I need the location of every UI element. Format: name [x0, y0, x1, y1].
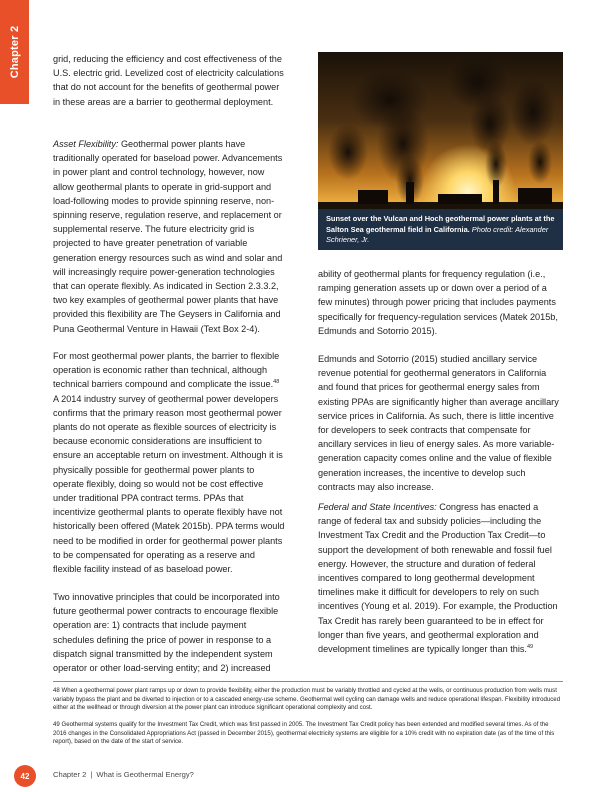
barrier-paragraph [53, 349, 285, 576]
frequency-paragraph: ability of geothermal plants for frequency regulation (i.e., ramping generation assets up or down over a period of a few minutes) through power pricing that includes payments specifically for frequency-regulation services (Matek 2015b, Edmunds and Sotorrio 2015). [318, 269, 558, 336]
asset-flexibility-body: Geothermal power plants have traditionally operated for baseload power. Advancements in power plant and control technology, however, now allow geothermal plants to operate in grid-support and load-following modes to provide spinning reserve, non-spinning reserve, regulation reserve, and replacement or supplemental reserve. The future electricity grid is projected to have greater penetration of variable generation energy resources such as wind and solar and will increasingly require power-generation technologies that can operate flexibly. As indicated in Section 2.3.3.2, two key examples of geothermal power plants that have provided this flexibility are The Geysers in California and Puna Geothermal Venture in Hawaii (Text Box 2-4). [53, 139, 283, 334]
principles-paragraph: Two innovative principles that could be incorporated into future geothermal power contracts to encourage flexible operation are: 1) contracts that include payment schedules defining the price of power in response to a dispatch signal transmitted by the independent system operator or other load-serving entity; and 2) increased [53, 592, 280, 674]
footnote-49 [53, 721, 563, 747]
footnote-49-text: 49 Geothermal systems qualify for the Investment Tax Credit, which was first passed in 2005. The Investment Tax Credit policy has been extended and modified several times. As of the 2016 changes in the Consolidated Appropriations Act (passed in December 2015), geothermal electricity systems are eligible for a 10% credit with no expiration date (as of the time of this report), based on the date of the start of service. [53, 721, 555, 746]
right-column-incentives [318, 500, 563, 656]
right-column-frequency [318, 267, 563, 338]
footnote-ref-48[interactable]: 48 [273, 379, 280, 386]
asset-flexibility-paragraph [53, 137, 285, 336]
footer-chapter: Chapter 2 [53, 770, 87, 779]
left-column-asset-flexibility [53, 137, 285, 336]
edmunds-paragraph: Edmunds and Sotorrio (2015) studied ancillary service revenue potential for geothermal generators in California and found that prices for geothermal energy sales from existing PPAs are significantly higher than average ancillary service prices in California. As such, there is little incentive for developers to seek contracts that compensate for ancillary services in lieu of energy sales. As more variable-generation capacity comes online and the value of flexible generation increases, the incentive to develop such contracts may also increase. [318, 354, 559, 492]
footer-section: What is Geothermal Energy? [96, 770, 194, 779]
running-footer [53, 770, 194, 779]
page-number-badge [14, 765, 36, 787]
footnote-divider [53, 681, 563, 682]
barrier-text-2: A 2014 industry survey of geothermal power developers confirms that the primary reason most geothermal power plants do not operate as flexible sources of electricity is because economic considerations are insufficient to ensure an acceptable return on investment. Although it is physically possible for geothermal power plants to operate flexibly, doing so would not be cost effective under traditional PPA contract terms. PPAs that incentivize geothermal plants to operate flexibly have not historically been offered (Matek 2015b). PPA terms would need to be modified in order for geothermal power plants to be compensated for operating as a reserve and flexible facility instead of as baseload power. [53, 393, 285, 575]
left-column-principles [53, 590, 285, 675]
right-column-edmunds [318, 352, 563, 494]
incentives-body: Congress has enacted a range of federal tax and subsidy policies—including the Investment Tax Credit and the Production Tax Credit—to support the development of both renewable and fossil fuel energy. However, the structure and duration of federal incentives compared to long geothermal development timelines make it difficult for developers to rely on such incentives (Young et al. 2019). For example, the Production Tax Credit has rarely been guaranteed to be in effect for longer than five years, and geothermal exploration and development timelines are typically longer than this. [318, 502, 558, 655]
barrier-text-1: For most geothermal power plants, the barrier to flexible operation is economic rather than technical, although technical barriers compound and complicate the issue. [53, 351, 280, 390]
chapter-tab-label: Chapter 2 [8, 25, 21, 79]
asset-flexibility-heading: Asset Flexibility: [53, 139, 119, 149]
footer-separator: | [90, 770, 93, 779]
chapter-tab [0, 0, 29, 104]
left-paragraph-1: grid, reducing the efficiency and cost effectiveness of the U.S. electric grid. Levelized cost of electricity calculations that do not account for the benefits of geothermal power in these areas are a barrier to geothermal deployment. [53, 54, 284, 107]
caption-credit: Photo credit: Alexander Schriener, Jr. [326, 224, 549, 244]
incentives-heading: Federal and State Incentives: [318, 502, 437, 512]
left-column [53, 52, 285, 109]
footnote-ref-49[interactable]: 49 [526, 643, 534, 650]
footnote-48-text: 48 When a geothermal power plant ramps up or down to provide flexibility, either the production must be variably throttled and cycled at the wells, or continuous production from wells must variably bypass the plant and be diverted to injection or to a cascaded energy-use scheme. Geothermal well cycling can damage wells and reduce operational lifespan. Flexibility introduced either at the wellhead or through diversion at the power plant can introduce significant operational complexity and cost. [53, 687, 561, 712]
geothermal-sunset-photo [318, 52, 563, 250]
page-number: 42 [20, 771, 30, 781]
footnote-48 [53, 687, 563, 713]
caption-text: Sunset over the Vulcan and Hoch geothermal power plants at the Salton Sea geothermal field in California. [326, 214, 555, 234]
photo-caption [318, 209, 563, 250]
incentives-paragraph [318, 500, 563, 656]
left-column-barrier [53, 349, 285, 576]
